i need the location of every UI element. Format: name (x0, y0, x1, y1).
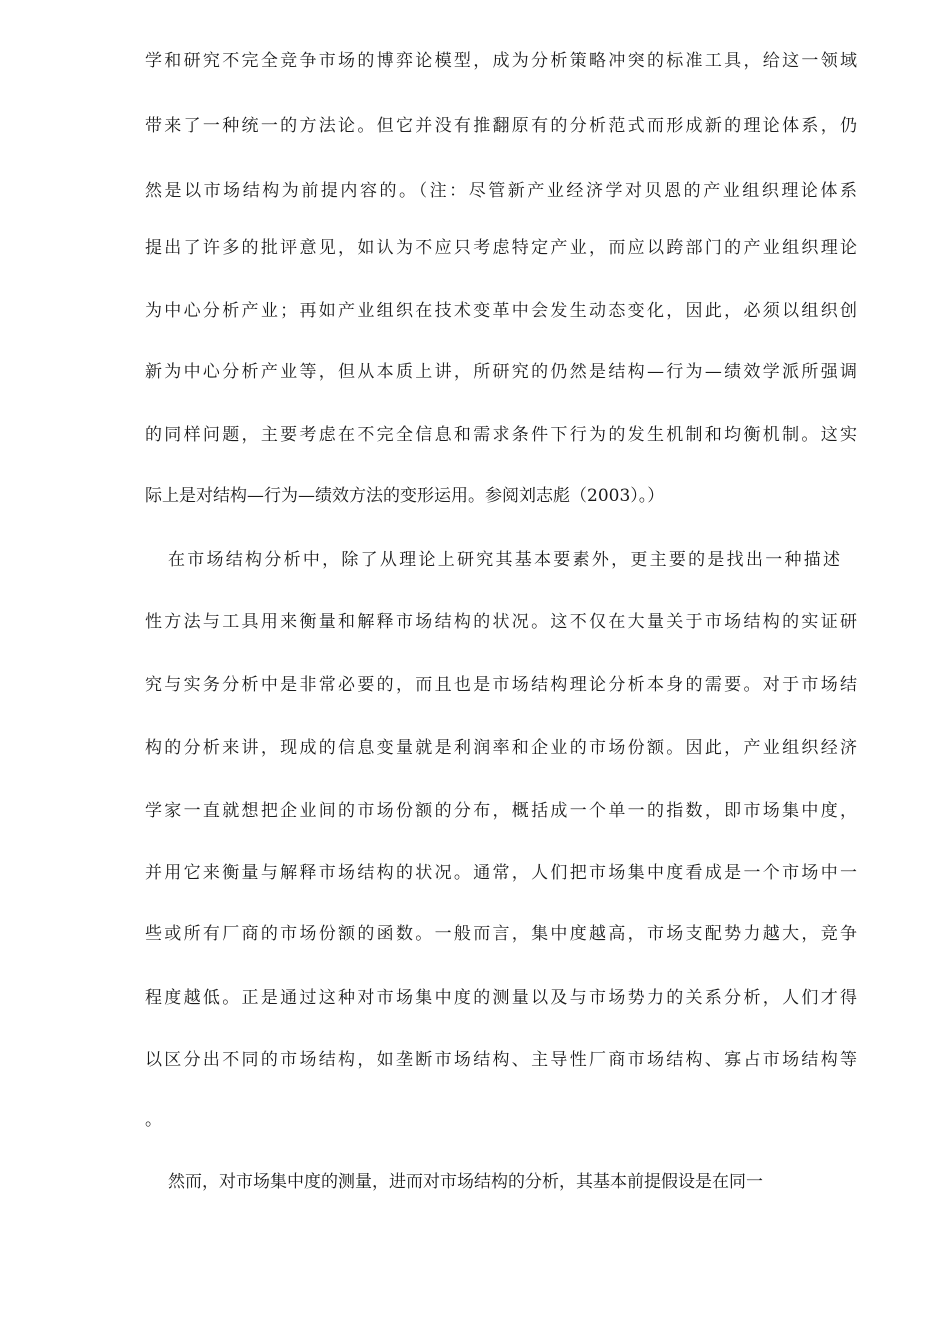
text-line: 为中心分析产业；再如产业组织在技术变革中会发生动态变化，因此，必须以组织创 (145, 301, 857, 321)
text-line: 究与实务分析中是非常必要的，而且也是市场结构理论分析本身的需要。对于市场结 (145, 675, 857, 695)
text-line: 学家一直就想把企业间的市场份额的分布，概括成一个单一的指数，即市场集中度， (145, 801, 857, 821)
text-line: 以区分出不同的市场结构，如垄断市场结构、主导性厂商市场结构、寡占市场结构等 (145, 1050, 857, 1070)
text-line: 带来了一种统一的方法论。但它并没有推翻原有的分析范式而形成新的理论体系，仍 (145, 116, 857, 136)
text-line: 际上是对结构—行为—绩效方法的变形运用。参阅刘志彪（2003）。） (145, 486, 665, 506)
text-line: 。 (145, 1110, 162, 1130)
text-line: 然而，对市场集中度的测量，进而对市场结构的分析，其基本前提假设是在同一 (168, 1172, 763, 1192)
text-line: 在市场结构分析中，除了从理论上研究其基本要素外，更主要的是找出一种描述 (168, 550, 840, 570)
text-line: 构的分析来讲，现成的信息变量就是利润率和企业的市场份额。因此，产业组织经济 (145, 738, 857, 758)
text-line: 些或所有厂商的市场份额的函数。一般而言，集中度越高，市场支配势力越大，竞争 (145, 924, 857, 944)
text-line: 然是以市场结构为前提内容的。（注：尽管新产业经济学对贝恩的产业组织理论体系 (145, 181, 857, 201)
text-line: 学和研究不完全竞争市场的博弈论模型，成为分析策略冲突的标准工具，给这一领域 (145, 51, 857, 71)
text-line: 程度越低。正是通过这种对市场集中度的测量以及与市场势力的关系分析，人们才得 (145, 988, 857, 1008)
text-line: 的同样问题，主要考虑在不完全信息和需求条件下行为的发生机制和均衡机制。这实 (145, 425, 857, 445)
text-line: 提出了许多的批评意见，如认为不应只考虑特定产业，而应以跨部门的产业组织理论 (145, 238, 857, 258)
text-line: 性方法与工具用来衡量和解释市场结构的状况。这不仅在大量关于市场结构的实证研 (145, 612, 857, 632)
text-line: 新为中心分析产业等，但从本质上讲，所研究的仍然是结构—行为—绩效学派所强调 (145, 362, 857, 382)
text-line: 并用它来衡量与解释市场结构的状况。通常，人们把市场集中度看成是一个市场中一 (145, 863, 857, 883)
